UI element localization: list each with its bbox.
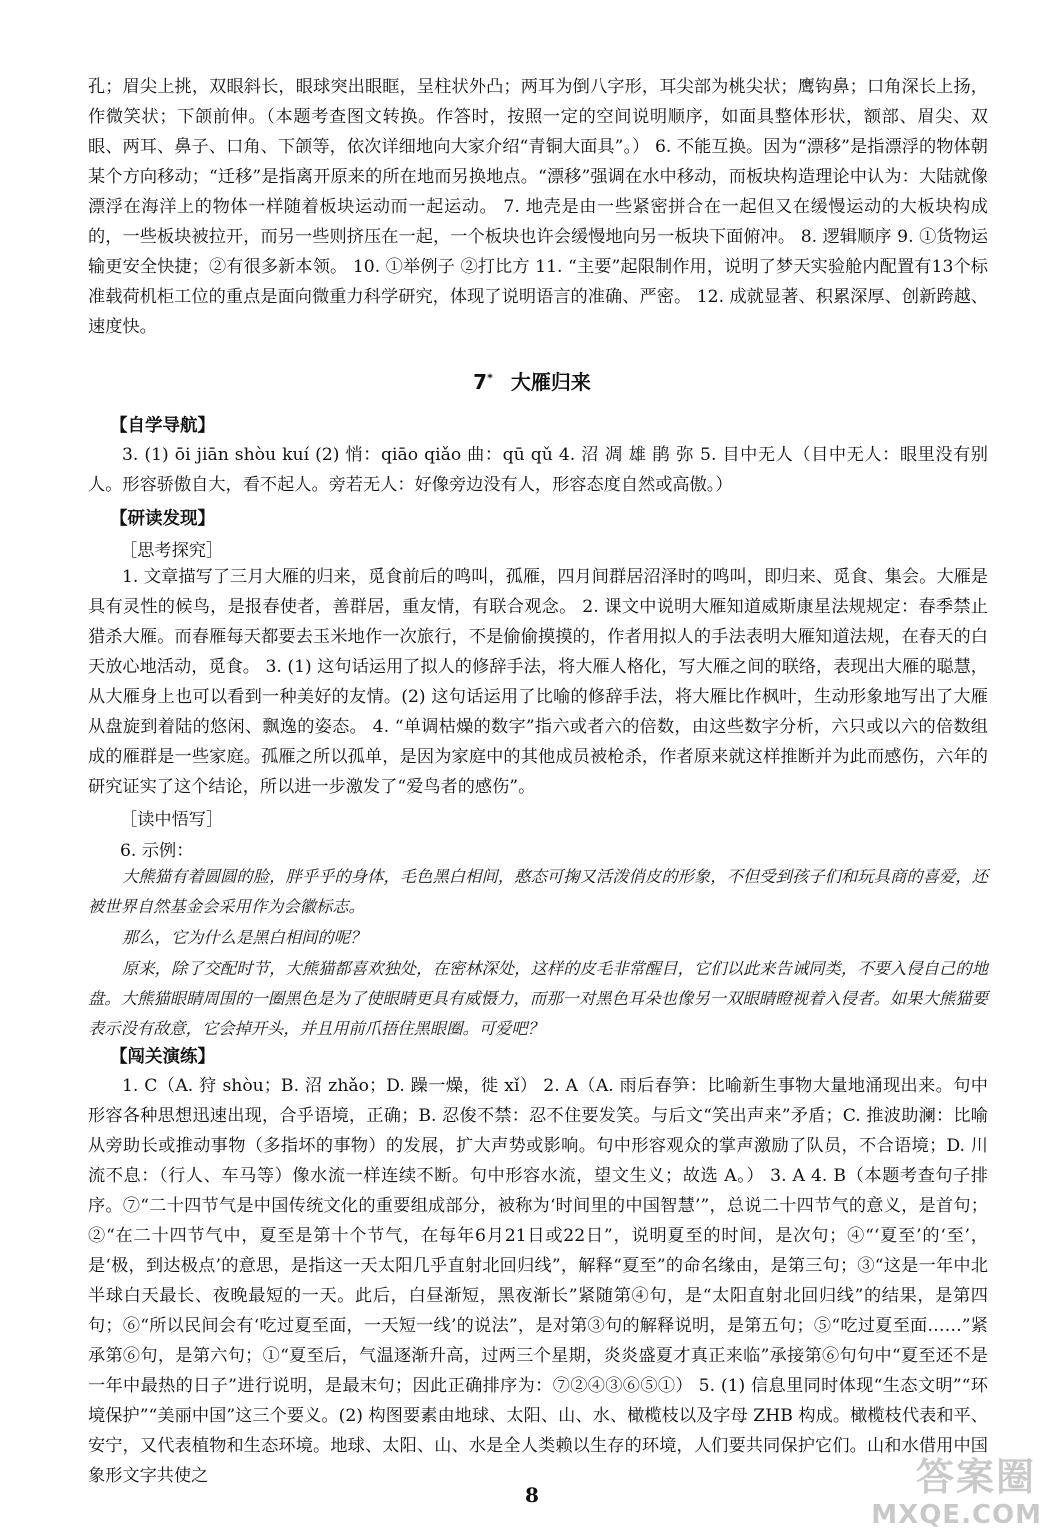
intro-answers: 孔；眉尖上挑，双眼斜长，眼球突出眼眶，呈柱状外凸；两耳为倒八字形，耳尖部为桃尖状；鹰钩鼻；口角深长上扬，作微笑状；下颌前伸。（本题考查图文转换。作答时，按照一定的空间说明顺序，如面具整体形状，额部、眉尖、双眼、两耳、鼻子、口角、下颌等，依次详细地向大家介绍“青铜大面具”。） 6. 不能互换。因为“漂移”是指漂浮的物体朝某个方向移动；“迁移”是指离开原来的所在地而另换地点。“漂移”强调在水中移动，而板块构造理论中认为：大陆就像漂浮在海洋上的物体一样随着板块运动而一起运动。 7. 地壳是由一些紧密拼合在一起但又在缓慢运动的大板块构成的，一些板块被拉开，而另一些则挤压在一起，一个板块也许会缓慢地向另一板块下面俯冲。 8. 逻辑顺序 9. ①货物运输更安全快捷；②有很多新本领。 10. ①举例子 ②打比方 11. “主要”起限制作用，说明了梦天实验舱内配置有13个标准载荷机柜工位的重点是面向微重力科学研究，体现了说明语言的准确、严密。 12. 成就显著、积累深厚、创新跨越、速度快。 bbox=[88, 77, 988, 337]
page-number: 8 bbox=[525, 1483, 539, 1507]
handwritten-para-3: 原来，除了交配时节，大熊猫都喜欢独处，在密林深处，这样的皮毛非常醒目，它们以此来告诫同类，不要入侵自己的地盘。大熊猫眼睛周围的一圈黑色是为了使眼睛更具有威慑力，而那一对黑色耳朵也像另一双眼睛瞪视着入侵者。如果大熊猫要表示没有敌意，它会掉开头，并且用前爪捂住黑眼圈。可爱吧？ bbox=[88, 959, 988, 1038]
section-self-study: 【自学导航】 bbox=[110, 416, 215, 436]
lesson-mark: * bbox=[487, 371, 493, 385]
sub-read-write: ［读中悟写］ bbox=[120, 810, 224, 830]
lesson-title-text: 大雁归来 bbox=[510, 370, 591, 394]
handwritten-para-2: 那么，它为什么是黑白相间的呢？ bbox=[122, 928, 367, 947]
handwritten-para-1: 大熊猫有着圆圆的脸，胖乎乎的身体，毛色黑白相间，憨态可掬又活泼俏皮的形象，不但受到孩子们和玩具商的喜爱，还被世界自然基金会采用作为会徽标志。 bbox=[88, 867, 988, 916]
example-label: 6. 示例： bbox=[120, 841, 194, 861]
section-practice: 【闯关演练】 bbox=[110, 1047, 215, 1067]
lesson-number: 7* bbox=[473, 370, 493, 394]
watermark-url: MXQE.COM bbox=[871, 1500, 1042, 1530]
sub-think-explore: ［思考探究］ bbox=[120, 541, 224, 561]
section-study-find: 【研读发现】 bbox=[110, 509, 215, 529]
lesson-title bbox=[0, 366, 1064, 395]
practice-answers: 1. C（A. 狩 shòu；B. 沼 zhǎo；D. 躁一燥，徙 xǐ） 2. A（A. 雨后春笋：比喻新生事物大量地涌现出来。句中形容各种思想迅速出现，合乎语境，正确；B. 忍俊不禁：忍不住要发笑。与后文“笑出声来”矛盾；C. 推波助澜：比喻从旁助长或推动事物（多指坏的事物）的发展，扩大声势或影响。句中形容观众的掌声激励了队员，不合语境；D. 川流不息：（行人、车马等）像水流一样连续不断。句中形容水流，望文生义；故选 A。） 3. A 4. B（本题考查句子排序。⑦“二十四节气是中国传统文化的重要组成部分，被称为‘时间里的中国智慧’”，总说二十四节气的意义，是首句；②“在二十四节气中，夏至是第十个节气，在每年6月21日或22日”，说明夏至的时间，是次句；④“‘夏至’的‘至’，是‘极，到达极点’的意思，是指这一天太阳几乎直射北回归线”，解释“夏至”的命名缘由，是第三句；③“这是一年中北半球白天最长、夜晚最短的一天。此后，白昼渐短，黑夜渐长”紧随第④句，是“太阳直射北回归线”的结果，是第四句；⑥“所以民间会有‘吃过夏至面，一天短一线’的说法”，是对第③句的解释说明，是第五句；⑤“吃过夏至面……”紧承第⑥句，是第六句；①“夏至后，气温逐渐升高，过两三个星期，炎炎盛夏才真正来临”承接第⑥句句中“夏至还不是一年中最热的日子”进行说明，是最末句；因此正确排序为：⑦②④③⑥⑤①） 5. (1) 信息里同时体现“生态文明”“环境保护”“美丽中国”这三个要义。(2) 构图要素由地球、太阳、山、水、橄榄枝以及字母 ZHB 构成。橄榄枝代表和平、安宁，又代表植物和生态环境。地球、太阳、山、水是全人类赖以生存的环境，人们要共同保护它们。山和水借用中国象形文字共使之 bbox=[88, 1076, 988, 1486]
think-explore-answers: 1. 文章描写了三月大雁的归来，觅食前后的鸣叫，孤雁，四月间群居沼泽时的鸣叫，即归来、觅食、集会。大雁是具有灵性的候鸟，是报春使者，善群居，重友情，有联合观念。 2. 课文中说明大雁知道威斯康星法规规定：春季禁止猎杀大雁。而春雁每天都要去玉米地作一次旅行，不是偷偷摸摸的，作者用拟人的手法表明大雁知道法规，在春天的白天放心地活动，觅食。 3. (1) 这句话运用了拟人的修辞手法，将大雁人格化，写大雁之间的联络，表现出大雁的聪慧，从大雁身上也可以看到一种美好的友情。(2) 这句话运用了比喻的修辞手法，将大雁比作枫叶，生动形象地写出了大雁从盘旋到着陆的悠闲、飘逸的姿态。 4. “单调枯燥的数字”指六或者六的倍数，由这些数字分析，六只或以六的倍数组成的雁群是一些家庭。孤雁之所以孤单，是因为家庭中的其他成员被枪杀，作者原来就这样推断并为此而感伤，六年的研究证实了这个结论，所以进一步激发了“爱鸟者的感伤”。 bbox=[88, 567, 988, 797]
watermark-logo-text: 答案圈 bbox=[915, 1455, 1036, 1499]
site-watermark bbox=[846, 1446, 1046, 1530]
self-study-answers: 3. (1) ōi jiān shòu kuí (2) 悄：qiāo qiǎo 曲：qū qǔ 4. 沼 凋 雄 鹃 弥 5. 目中无人（目中无人：眼里没有别人。形容骄傲自大，看不起人。旁若无人：好像旁边没有人，形容态度自然或高傲。） bbox=[88, 445, 988, 495]
